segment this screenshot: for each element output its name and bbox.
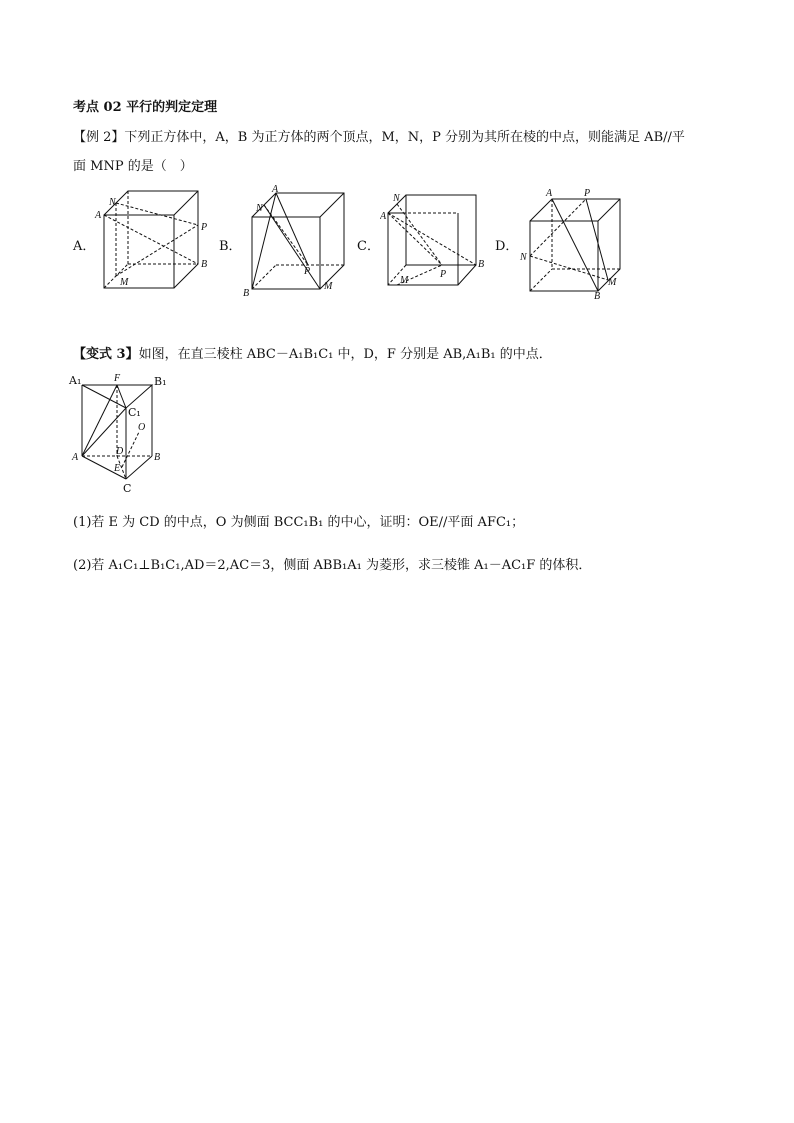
variant-tag: 【变式 3】 xyxy=(73,347,139,362)
label-b: B xyxy=(243,288,250,299)
variant-intro-line xyxy=(73,343,552,362)
label-f: F xyxy=(114,373,121,384)
label-n: N xyxy=(520,252,527,263)
example-text: 下列正方体中，A，B 为正方体的两个顶点，M，N，P 分别为其所在棱的中点，则能满足 AB//平 xyxy=(124,130,685,145)
label-p: P xyxy=(440,269,447,280)
label-p: P xyxy=(584,188,591,199)
cube-figure-b xyxy=(240,185,355,300)
label-n: N xyxy=(256,203,263,214)
label-n: N xyxy=(109,197,116,208)
example-question-line2: 面 MNP 的是（ ） xyxy=(73,159,193,174)
label-a: A xyxy=(546,188,553,199)
label-a: A xyxy=(272,185,279,195)
label-m: M xyxy=(324,281,333,292)
label-a: A xyxy=(380,211,387,222)
option-a-label: A． xyxy=(73,239,96,254)
option-c-label: C． xyxy=(357,239,380,254)
label-d: D xyxy=(116,446,124,457)
question-part-1: (1)若 E 为 CD 的中点，O 为侧面 BCC₁B₁ 的中心，证明：OE//平面 AFC₁； xyxy=(73,515,525,530)
label-a: A xyxy=(95,210,102,221)
label-m: M xyxy=(608,277,617,288)
example-question-line1 xyxy=(73,126,685,145)
label-b1: B₁ xyxy=(154,375,167,388)
label-e: E xyxy=(114,463,121,474)
variant-intro: 如图，在直三棱柱 ABC－A₁B₁C₁ 中，D，F 分别是 AB,A₁B₁ 的中点． xyxy=(138,347,552,362)
label-p: P xyxy=(201,222,208,233)
cube-figure-d xyxy=(518,185,633,300)
label-b: B xyxy=(478,259,485,270)
label-b: B xyxy=(154,452,161,463)
section-title: 考点 02 平行的判定定理 xyxy=(73,100,218,115)
label-p: P xyxy=(304,266,311,277)
prism-figure xyxy=(66,372,178,497)
label-b: B xyxy=(594,291,601,300)
label-c: C xyxy=(123,482,132,495)
example-tag: 【例 2】 xyxy=(73,130,125,145)
question-part-2: (2)若 A₁C₁⊥B₁C₁,AD＝2,AC＝3，侧面 ABB₁A₁ 为菱形，求三棱锥 A₁－AC₁F 的体积． xyxy=(73,558,592,573)
label-c1: C₁ xyxy=(128,406,141,419)
cube-figure-a xyxy=(92,185,217,300)
label-m: M xyxy=(120,277,129,288)
option-b-label: B． xyxy=(219,239,242,254)
label-n: N xyxy=(393,193,400,204)
label-b: B xyxy=(201,259,208,270)
label-o: O xyxy=(138,422,146,433)
label-a1: A₁ xyxy=(69,374,82,387)
label-a: A xyxy=(72,452,79,463)
label-m: M xyxy=(400,275,409,286)
cube-figure-c xyxy=(380,185,495,300)
option-d-label: D． xyxy=(495,239,519,254)
